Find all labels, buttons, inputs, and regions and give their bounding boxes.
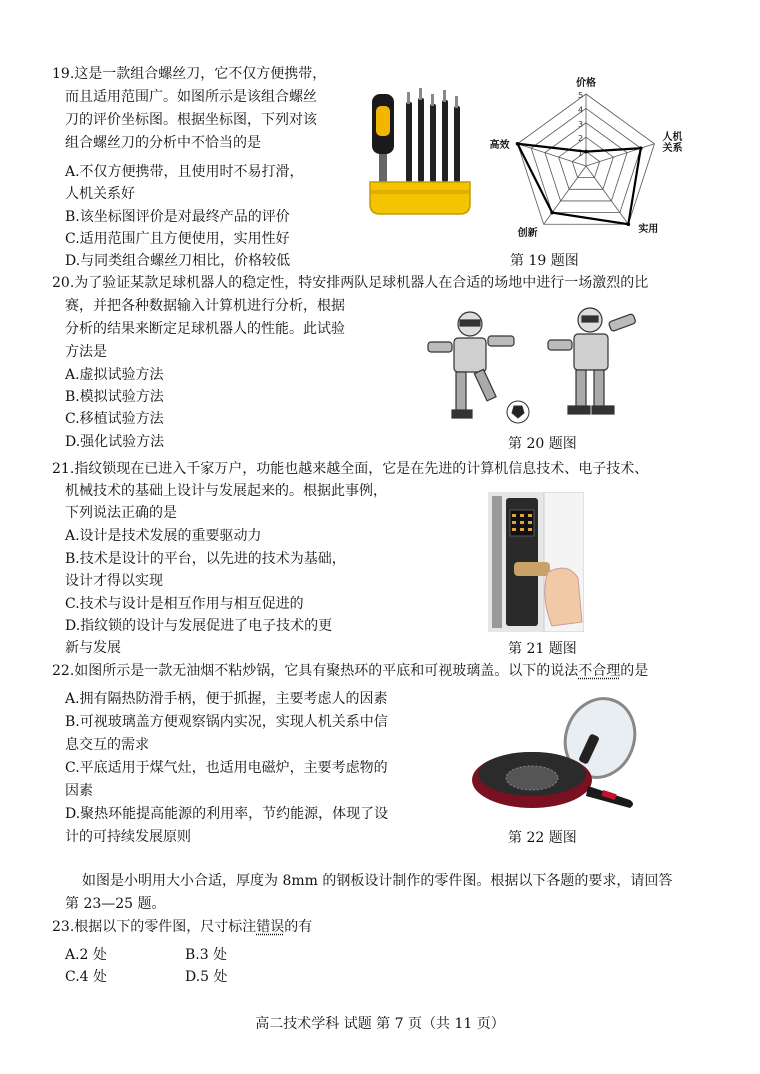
q22-option-d-cont: 计的可持续发展原则: [65, 829, 191, 845]
radar-axis-label-part: 价格: [576, 78, 596, 89]
q22-option-c-cont: 因素: [65, 783, 93, 799]
nonstick-wok-image: [470, 694, 640, 818]
radar-scale-label: 3: [578, 119, 584, 129]
radar-axis-label-part: 高效: [490, 139, 510, 151]
q22-caption: 第 22 题图: [508, 830, 577, 846]
radar-value-point: [584, 150, 588, 154]
q21-option-c: C.技术与设计是相互作用与相互促进的: [65, 596, 304, 612]
q21-stem-line-3: 下列说法正确的是: [65, 505, 177, 521]
intro-line-2: 第 23—25 题。: [65, 896, 166, 912]
radar-axis-label: [576, 76, 596, 89]
q19-option-a: A.不仅方便携带，且使用时不易打滑，: [65, 164, 304, 180]
radar-axis-line: [586, 144, 654, 166]
q19-option-c: C.适用范围广且方便使用，实用性好: [65, 231, 290, 247]
q20-option-d: D.强化试验方法: [65, 434, 165, 450]
q23-stem-emphasis: 错误: [256, 919, 285, 935]
q22-option-d: D.聚热环能提高能源的利用率，节约能源，体现了设: [65, 806, 389, 822]
radar-scale-label: 5: [578, 91, 584, 100]
screwdriver-set-image: [366, 86, 474, 222]
radar-value-point: [627, 222, 631, 226]
q22-stem-end: 的是: [620, 663, 649, 679]
radar-axis-label-part: 人机: [662, 131, 683, 143]
q20-option-b: B.模拟试验方法: [65, 389, 164, 405]
q22-stem-line: [52, 661, 648, 681]
q22-option-a: A.拥有隔热防滑手柄，便于抓握，主要考虑人的因素: [65, 691, 388, 707]
q21-stem-line-1: 21.指纹锁现在已进入千家万户，功能也越来越全面，它是在先进的计算机信息技术、电子技术、: [52, 461, 649, 477]
q21-option-d-cont: 新与发展: [65, 640, 121, 656]
q19-stem-line-4: 组合螺丝刀的分析中不恰当的是: [65, 135, 261, 151]
q21-caption: 第 21 题图: [508, 641, 577, 657]
q22-option-c: C.平底适用于煤气灶，也适用电磁炉，主要考虑物的: [65, 760, 388, 776]
q21-option-d: D.指纹锁的设计与发展促进了电子技术的更: [65, 618, 333, 634]
q19-stem-line-3: 刀的评价坐标图。根据坐标图，下列对该: [65, 112, 317, 128]
radar-axis-line: [586, 166, 628, 224]
radar-axis-label-part: 创新: [517, 228, 538, 240]
radar-axis-label-part: 实用: [638, 224, 659, 236]
q23-stem-text: 23.根据以下的零件图，尺寸标注: [52, 919, 257, 935]
q22-option-b: B.可视玻璃盖方便观察锅内实况，实现人机关系中信: [65, 714, 388, 730]
q20-caption: 第 20 题图: [508, 436, 577, 452]
soccer-robots-image: [418, 300, 648, 430]
q23-option-d: D.5 处: [185, 969, 228, 985]
q20-option-c: C.移植试验方法: [65, 411, 164, 427]
q19-caption: 第 19 题图: [510, 253, 579, 269]
evaluation-radar-chart: [490, 70, 710, 250]
page-footer: 高二技术学科 试题 第 7 页（共 11 页）: [255, 1016, 505, 1032]
q23-option-a: A.2 处: [65, 947, 107, 963]
radar-scale-label: 4: [578, 105, 584, 115]
q19-option-a-cont: 人机关系好: [65, 186, 135, 202]
q21-option-b: B.技术是设计的平台，以先进的技术为基础，: [65, 551, 346, 567]
fingerprint-lock-image: [488, 492, 584, 632]
q23-stem-line: [52, 917, 312, 937]
radar-axis-label: [662, 130, 682, 154]
q22-option-b-cont: 息交互的需求: [65, 737, 149, 753]
q21-option-a: A.设计是技术发展的重要驱动力: [65, 528, 262, 544]
radar-axis-label: [517, 226, 538, 239]
radar-axis-label: [638, 222, 658, 235]
q21-option-b-cont: 设计才得以实现: [65, 573, 163, 589]
radar-scale-label: 1: [578, 148, 584, 158]
q20-option-a: A.虚拟试验方法: [65, 367, 164, 383]
q20-stem-line-3: 分析的结果来断定足球机器人的性能。此试验: [65, 321, 345, 337]
radar-scale-label: 2: [578, 134, 584, 144]
q23-option-c: C.4 处: [65, 969, 108, 985]
q22-stem-text: 22.如图所示是一款无油烟不粘炒锅，它具有聚热环的平底和可视玻璃盖。以下的说法: [52, 663, 579, 679]
radar-axis-label: [490, 138, 510, 151]
q19-option-b: B.该坐标图评价是对最终产品的评价: [65, 209, 290, 225]
radar-value-point: [639, 146, 643, 150]
radar-value-point: [516, 142, 520, 146]
q19-option-d: D.与同类组合螺丝刀相比，价格较低: [65, 253, 291, 269]
q19-stem-line-1: 19.这是一款组合螺丝刀，它不仅方便携带，: [52, 66, 327, 82]
q20-stem-line-4: 方法是: [65, 344, 107, 360]
radar-axis-label-part: 关系: [662, 142, 683, 154]
q22-stem-emphasis: 不合理: [578, 663, 621, 679]
intro-line-1: 如图是小明用大小合适，厚度为 8mm 的钢板设计制作的零件图。根据以下各题的要求，请回答: [82, 873, 673, 889]
q20-stem-line-2: 赛，并把各种数据输入计算机进行分析，根据: [65, 298, 345, 314]
q23-stem-end: 的有: [284, 919, 313, 935]
q21-stem-line-2: 机械技术的基础上设计与发展起来的。根据此事例，: [65, 483, 387, 499]
q19-stem-line-2: 而且适用范围广。如图所示是该组合螺丝: [65, 89, 317, 105]
radar-value-point: [550, 211, 554, 215]
q23-option-b: B.3 处: [185, 947, 228, 963]
q20-stem-line-1: 20.为了验证某款足球机器人的稳定性，特安排两队足球机器人在合适的场地中进行一场激烈的比: [52, 275, 649, 291]
